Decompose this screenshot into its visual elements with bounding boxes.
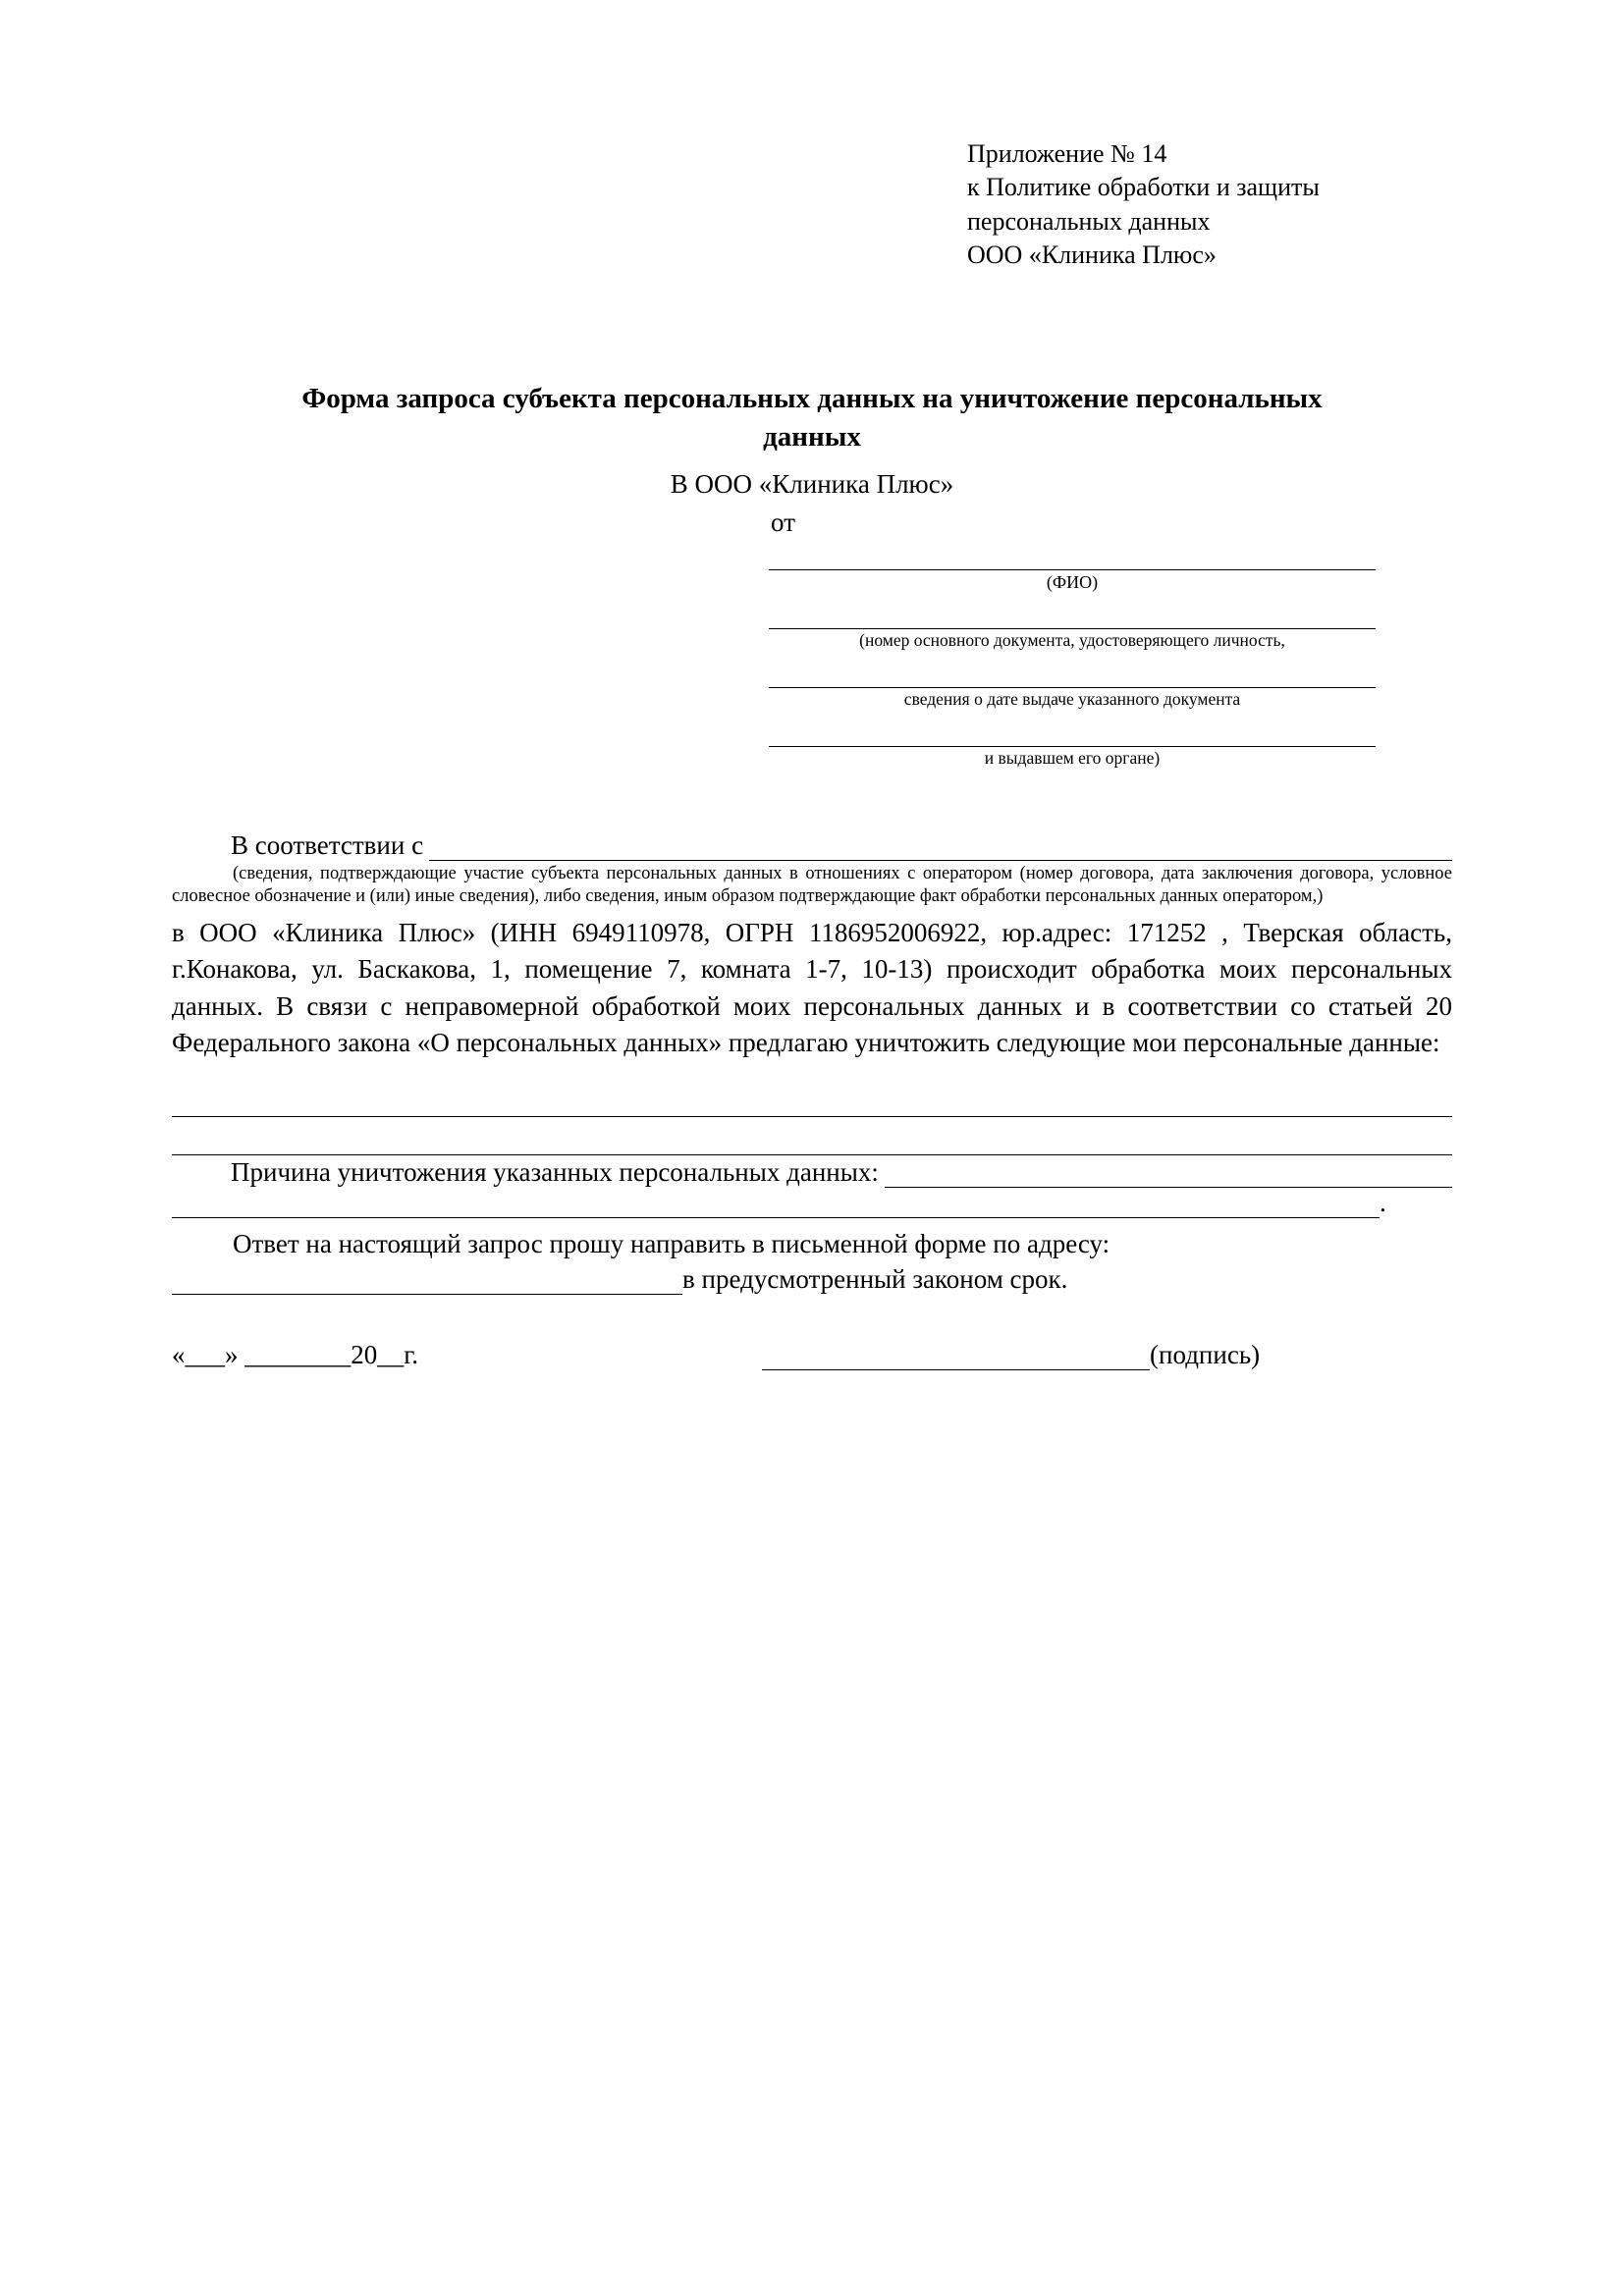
answer-address-input-line[interactable] (172, 1270, 682, 1295)
document-number-input-line[interactable] (769, 603, 1376, 629)
field-document-number (172, 603, 1452, 652)
signature-row (172, 1340, 1452, 1370)
field-issuing-authority (172, 721, 1452, 770)
answer-paragraph-text: Ответ на настоящий запрос прошу направить в письменной форме по адресу: (233, 1229, 1110, 1258)
answer-tail-text: в предусмотренный законом срок. (682, 1264, 1068, 1295)
answer-paragraph (172, 1226, 1452, 1262)
issuing-authority-caption: и выдавшем его органе) (984, 747, 1161, 768)
accordance-input-line[interactable] (429, 836, 1452, 861)
reason-row-tail (172, 1188, 1452, 1218)
document-title: Форма запроса субъекта персональных данных на уничтожение персональных данных (301, 383, 1323, 454)
reason-input-line-1[interactable] (885, 1163, 1452, 1188)
reason-label: Причина уничтожения указанных персональных данных: (231, 1157, 879, 1187)
personal-data-input-line-2[interactable] (172, 1117, 1452, 1155)
reason-end-period: . (1380, 1188, 1386, 1217)
personal-data-input-line-1[interactable] (172, 1079, 1452, 1117)
appendix-header (967, 137, 1452, 272)
accordance-note-text: (сведения, подтверждающие участие субъекта персональных данных в отношениях с оператором (номер договора, дата заключения договора, условное словесное обозначение и (или) иные сведения), либо сведения, иным образом подтверждающие факт обработки персональных данных оператором,) (172, 863, 1452, 907)
accordance-label: В соответствии с (231, 829, 424, 860)
issue-date-input-line[interactable] (769, 662, 1376, 688)
reason-input-line-2[interactable] (172, 1194, 1380, 1218)
date-field[interactable]: «___» ________20__г. (172, 1340, 419, 1370)
issue-date-caption: сведения о дате выдаче указанного документа (903, 688, 1241, 709)
addressee-line: В ООО «Клиника Плюс» (670, 468, 954, 499)
signature-caption: (подпись) (1150, 1340, 1261, 1370)
signature-input-line[interactable] (762, 1346, 1150, 1370)
appendix-policy-line-1: к Политике обработки и защиты (967, 173, 1320, 202)
fio-input-line[interactable] (769, 544, 1376, 570)
field-fio (172, 544, 1452, 594)
fio-caption: (ФИО) (1046, 571, 1099, 592)
accordance-note (172, 863, 1452, 909)
answer-row-tail (172, 1264, 1452, 1295)
appendix-organization: ООО «Клиника Плюс» (967, 240, 1217, 269)
accordance-row (172, 830, 1452, 861)
appendix-number: Приложение № 14 (967, 139, 1167, 168)
body-paragraph: в ООО «Клиника Плюс» (ИНН 6949110978, ОГРН 1186952006922, юр.адрес: 171252 , Тверская область, г.Конакова, ул. Баскакова, 1, помещение 7, комната 1-7, 10-13) происходит обработка моих персональных данных. В связи с неправомерной обработкой моих персональных данных и в соответствии со статьей 20 Федерального закона «О персональных данных» предлагаю уничтожить следующие мои персональные данные: (172, 918, 1452, 1057)
document-number-caption: (номер основного документа, удостоверяющего личность, (859, 630, 1285, 651)
from-label: от (771, 507, 795, 537)
reason-row (172, 1157, 1452, 1188)
appendix-policy-line-2: персональных данных (967, 206, 1211, 236)
issuing-authority-input-line[interactable] (769, 721, 1376, 747)
field-issue-date (172, 662, 1452, 711)
